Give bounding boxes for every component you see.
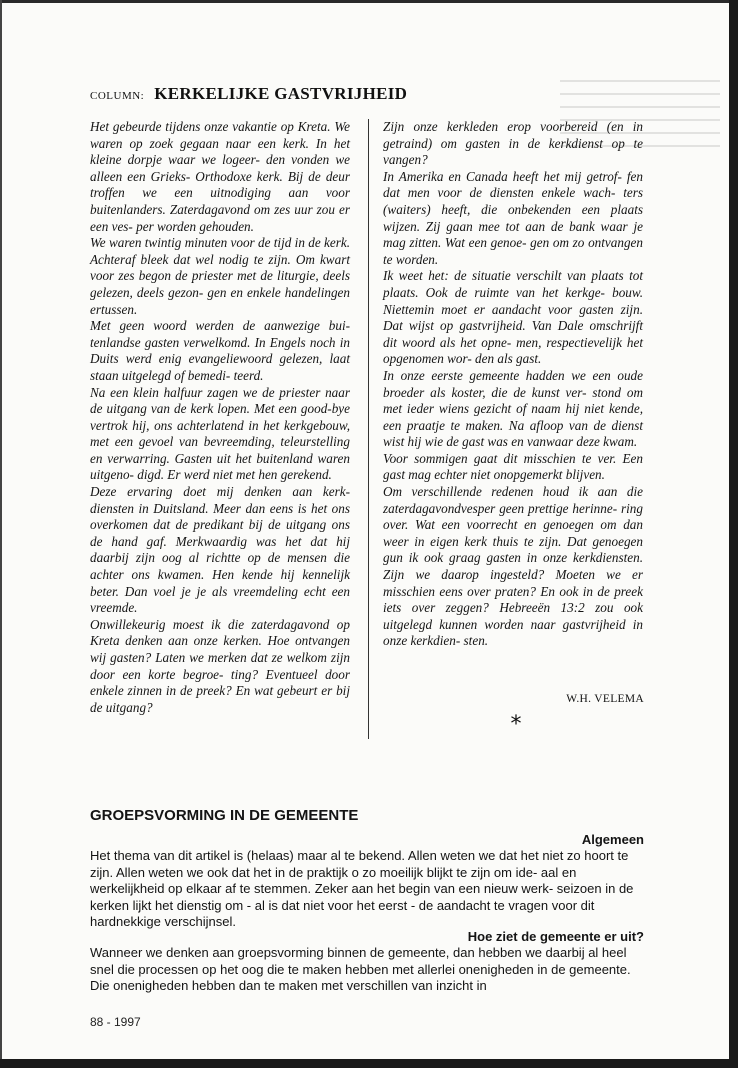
- column-title: KERKELIJKE GASTVRIJHEID: [154, 84, 408, 103]
- paragraph: Ik weet het: de situatie verschilt van plaats tot plaats. Ook de ruimte van het kerkge- bouw. Niettemin moet er aandacht voor gasten zijn. Dat wijst op gastvrijheid. Van Dale omschrijft dit woord als het opne- men, respectievelijk het opgenomen wor- den als gast.: [383, 268, 643, 367]
- column-divider: [368, 119, 369, 739]
- paragraph: We waren twintig minuten voor de tijd in de kerk. Achteraf bleek dat wel nodig te zijn. Om kwart voor zes begon de priester met de liturgie, deels gelezen, deels gezon- gen en enkele handelingen ertussen.: [90, 235, 350, 317]
- column-kicker: COLUMN:: [90, 90, 145, 102]
- section-body: Het thema van dit artikel is (helaas) maar al te bekend. Allen weten we dat het niet zo hoort te zijn. Allen weten we ook dat het in de praktijk o zo moeilijk blijkt te zijn om ide- aal en werkelijkheid op elkaar af te stemmen. Zeker aan het begin van een nieuw werk- seizoen in de kerken lijkt het dienstig om - al is dat niet voor het eerst - de aandacht te vragen voor dit hardnekkige verschijnsel.: [90, 848, 634, 930]
- column-left-text: [90, 119, 350, 716]
- paragraph: In Amerika en Canada heeft het mij getrof- fen dat men voor de diensten enkele wach- ters (waiters) heeft, die onbekenden een plaats wijzen. Zij gaan mee tot aan de bank waar je mag zitten. Wat een genoe- gen om zo ontvangen te worden.: [383, 168, 643, 267]
- column-header: [90, 84, 650, 104]
- scan-edge-left: [0, 0, 2, 1068]
- paragraph: Deze ervaring doet mij denken aan kerk- diensten in Duitsland. Meer dan eens is het ons overkomen dat de predikant bij de uitgang ons de hand gaf. Merkwaardig was het dat hij daarbij zijn oog al richtte op de mensen die achter ons kwamen. Hen kende hij kennelijk beter. Dan voel je je als vreemdeling echt een vreemde.: [90, 484, 350, 616]
- scan-edge-top: [0, 0, 738, 3]
- asterisk-separator-icon: *: [510, 712, 522, 737]
- paragraph: Met geen woord werden de aanwezige bui- tenlandse gasten verwelkomd. In Engels noch in Duits werd enig evangeliewoord gelezen, laat staan uitgelegd of bemedi- teerd.: [90, 318, 350, 383]
- article-title: GROEPSVORMING IN DE GEMEENTE: [90, 807, 359, 824]
- paragraph: Voor sommigen gaat dit misschien te ver. Een gast mag echter niet onopgemerkt blijven.: [383, 450, 643, 483]
- scan-edge-right: [729, 0, 738, 1068]
- paragraph: Na een klein halfuur zagen we de priester naar de uitgang van de kerk lopen. Met een good-bye vertrok hij, ons achterlatend in het kerkgebouw, met een gevoel van bevreemding, teleurstelling en verwarring. Gasten uit het buitenland waren uitgeno- digd. Er werd niet met hen gerekend.: [90, 384, 350, 483]
- page-number: 88 - 1997: [90, 1015, 141, 1029]
- section-heading: Hoe ziet de gemeente er uit?: [467, 929, 644, 944]
- section-heading: Algemeen: [581, 832, 644, 847]
- article-section-algemeen: [90, 832, 644, 930]
- author-signature: W.H. VELEMA: [566, 693, 644, 705]
- scan-edge-bottom: [0, 1059, 738, 1068]
- article-section-gemeente: [90, 929, 644, 995]
- paragraph: Om verschillende redenen houd ik aan die zaterdagavondvesper geen prettige herinne- ring over. Wat een voorrecht en genoegen om dan weer in eigen kerk thuis te zijn. Dat genoegen gun ik ook graag gasten in onze kerkdiensten. Zijn we daarop ingesteld? Moeten we er misschien eens over praten? En ook in de preek iets over zeggen? Hebreeën 13:2 zou ook uitgelegd kunnen worden naar gastvrijheid in onze kerkdien- sten.: [383, 484, 643, 649]
- paragraph: Onwillekeurig moest ik die zaterdagavond op Kreta denken aan onze kerken. Hoe ontvangen wij gasten? Laten we merken dat ze welkom zijn door een korte begroe- ting? Eventueel door enkele zinnen in de preek? En wat gebeurt er bij de uitgang?: [90, 616, 350, 715]
- column-right-text: [383, 119, 643, 650]
- section-body: Wanneer we denken aan groepsvorming binnen de gemeente, dan hebben we daarbij al heel snel die processen op het oog die te maken hebben met allerlei onenigheden in de gemeente. Die onenigheden hebben dan te maken met verschillen van inzicht in: [90, 945, 631, 994]
- paragraph: Zijn onze kerkleden erop voorbereid (en in getraind) om gasten in de kerkdienst op te vangen?: [383, 119, 643, 168]
- paragraph: In onze eerste gemeente hadden we een oude broeder als koster, die de kunst ver- stond om met ieder wiens gezicht of naam hij niet kende, een praatje te maken. Na afloop van de dienst wist hij wie de gast was en vanwaar deze kwam.: [383, 367, 643, 450]
- paragraph: Het gebeurde tijdens onze vakantie op Kreta. We waren op zoek gegaan naar een kerk. In het kleine dorpje waar we logeer- den vonden we alleen een Grieks- Orthodoxe kerk. Bij de deur troffen we een uitnodiging aan voor buitenlanders. Zaterdagavond om zes uur zou er een ves- per worden gehouden.: [90, 119, 350, 234]
